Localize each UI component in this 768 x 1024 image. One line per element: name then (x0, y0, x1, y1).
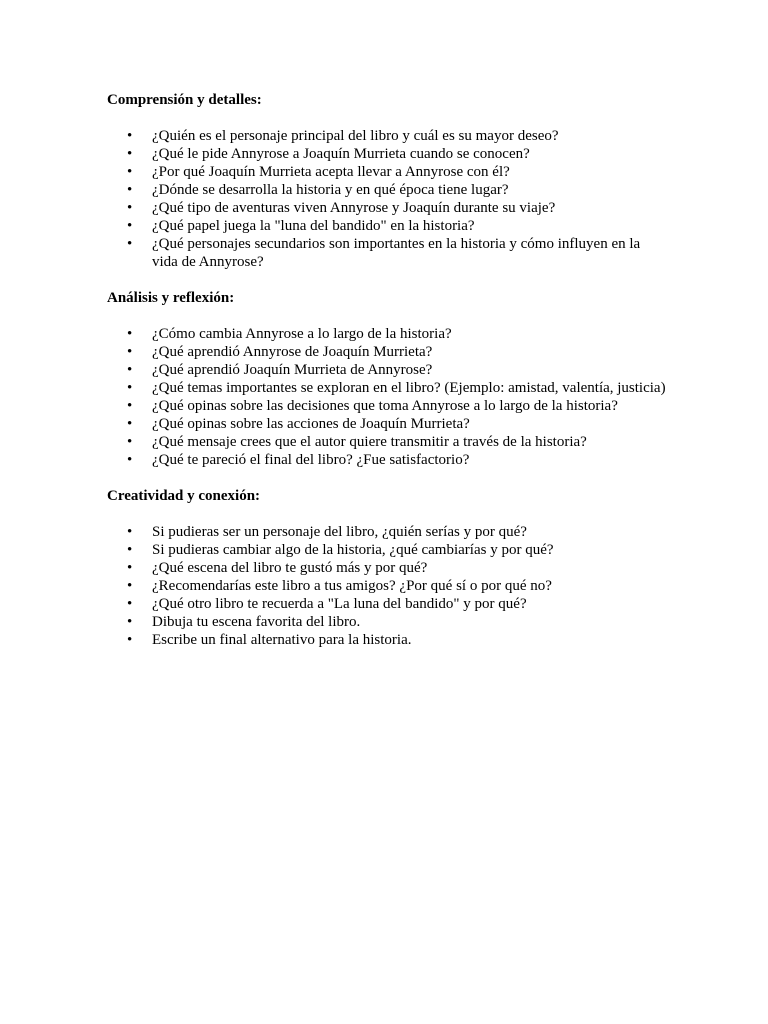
list-item (107, 343, 667, 361)
list-item (107, 181, 667, 199)
list-item-text: ¿Quién es el personaje principal del libro y cuál es su mayor deseo? (152, 128, 559, 144)
bullet-icon: • (127, 380, 133, 396)
section-heading: Comprensión y detalles: (107, 92, 262, 108)
bullet-icon: • (127, 614, 133, 630)
bullet-icon: • (127, 218, 133, 234)
list-item-text: ¿Qué otro libro te recuerda a "La luna del bandido" y por qué? (152, 596, 527, 612)
list-item (107, 397, 667, 415)
list-item-text: ¿Recomendarías este libro a tus amigos? ¿Por qué sí o por qué no? (152, 578, 552, 594)
list-item (107, 541, 667, 559)
list-item (107, 613, 667, 631)
list-item (107, 559, 667, 577)
list-item (107, 145, 667, 163)
list-item (107, 433, 667, 451)
section-heading: Creatividad y conexión: (107, 488, 261, 504)
bullet-icon: • (127, 578, 133, 594)
list-item-text: ¿Qué personajes secundarios son importantes en la historia y cómo influyen en la vida de Annyrose? (152, 236, 641, 270)
section-heading: Análisis y reflexión: (107, 290, 235, 306)
section-comprension (107, 91, 667, 271)
list-item (107, 415, 667, 433)
bullet-icon: • (127, 434, 133, 450)
bullet-icon: • (127, 236, 133, 252)
bullet-icon: • (127, 524, 133, 540)
bullet-icon: • (127, 542, 133, 558)
list-item-text: ¿Qué aprendió Joaquín Murrieta de Annyrose? (152, 362, 433, 378)
list-item (107, 325, 667, 343)
section-analisis (107, 289, 667, 469)
list-item (107, 451, 667, 469)
list-item (107, 163, 667, 181)
bullet-icon: • (127, 200, 133, 216)
question-list (107, 127, 667, 271)
bullet-icon: • (127, 452, 133, 468)
list-item (107, 595, 667, 613)
list-item-text: ¿Qué opinas sobre las acciones de Joaquín Murrieta? (152, 416, 470, 432)
list-item-text: Escribe un final alternativo para la historia. (152, 632, 412, 648)
bullet-icon: • (127, 560, 133, 576)
list-item (107, 217, 667, 235)
bullet-icon: • (127, 398, 133, 414)
bullet-icon: • (127, 596, 133, 612)
bullet-icon: • (127, 146, 133, 162)
list-item-text: ¿Cómo cambia Annyrose a lo largo de la historia? (152, 326, 452, 342)
list-item-text: ¿Qué te pareció el final del libro? ¿Fue satisfactorio? (152, 452, 470, 468)
list-item-text: Si pudieras ser un personaje del libro, ¿quién serías y por qué? (152, 524, 527, 540)
list-item-text: ¿Qué mensaje crees que el autor quiere transmitir a través de la historia? (152, 434, 587, 450)
list-item-text: Dibuja tu escena favorita del libro. (152, 614, 361, 630)
bullet-icon: • (127, 416, 133, 432)
bullet-icon: • (127, 344, 133, 360)
list-item (107, 199, 667, 217)
bullet-icon: • (127, 362, 133, 378)
list-item-text: ¿Qué opinas sobre las decisiones que toma Annyrose a lo largo de la historia? (152, 398, 618, 414)
bullet-icon: • (127, 128, 133, 144)
list-item-text: ¿Qué escena del libro te gustó más y por qué? (152, 560, 428, 576)
question-list (107, 325, 667, 469)
list-item-text: ¿Qué aprendió Annyrose de Joaquín Murrieta? (152, 344, 433, 360)
list-item (107, 361, 667, 379)
bullet-icon: • (127, 326, 133, 342)
list-item-text: Si pudieras cambiar algo de la historia, ¿qué cambiarías y por qué? (152, 542, 554, 558)
list-item-text: ¿Qué papel juega la "luna del bandido" en la historia? (152, 218, 475, 234)
list-item (107, 127, 667, 145)
document-page (107, 91, 667, 667)
list-item-text: ¿Qué tipo de aventuras viven Annyrose y Joaquín durante su viaje? (152, 200, 556, 216)
bullet-icon: • (127, 182, 133, 198)
question-list (107, 523, 667, 649)
list-item (107, 631, 667, 649)
list-item-text: ¿Qué le pide Annyrose a Joaquín Murrieta cuando se conocen? (152, 146, 530, 162)
list-item-text: ¿Qué temas importantes se exploran en el libro? (Ejemplo: amistad, valentía, justicia) (152, 380, 666, 396)
bullet-icon: • (127, 164, 133, 180)
bullet-icon: • (127, 632, 133, 648)
section-creatividad (107, 487, 667, 649)
list-item (107, 235, 667, 271)
list-item (107, 577, 667, 595)
list-item (107, 523, 667, 541)
list-item-text: ¿Por qué Joaquín Murrieta acepta llevar a Annyrose con él? (152, 164, 510, 180)
list-item (107, 379, 667, 397)
list-item-text: ¿Dónde se desarrolla la historia y en qué época tiene lugar? (152, 182, 509, 198)
